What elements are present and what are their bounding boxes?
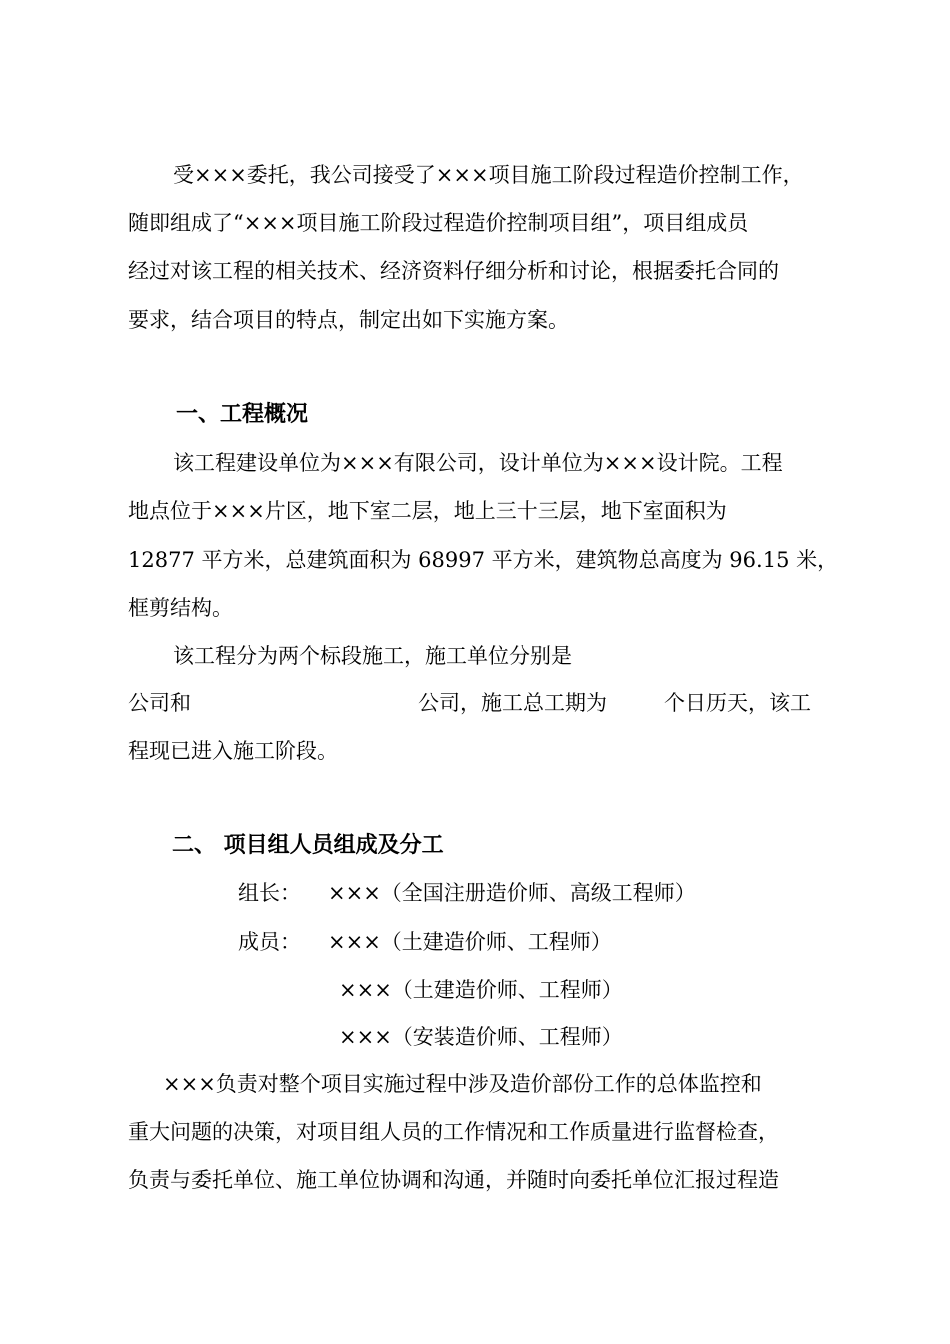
contractor-line-3: 程现已进入施工阶段。 — [128, 739, 338, 763]
overview-line-1: 该工程建设单位为×××有限公司，设计单位为×××设计院。工程 — [173, 451, 783, 475]
members-label: 成员： — [238, 930, 301, 954]
duty-line-2: 重大问题的决策，对项目组人员的工作情况和工作质量进行监督检查， — [128, 1120, 779, 1144]
member-item-2: ×××（土建造价师、工程师） — [339, 978, 623, 1002]
contractor-line-2a: 公司和 — [128, 691, 191, 715]
overview-line-2: 地点位于×××片区，地下室二层，地上三十三层，地下室面积为 — [128, 499, 727, 523]
leader-label: 组长： — [238, 881, 301, 905]
contractor-line-2c: 个日历天，该工 — [664, 691, 811, 715]
overview-line-4: 框剪结构。 — [128, 596, 233, 620]
intro-line-3: 经过对该工程的相关技术、经济资料仔细分析和讨论，根据委托合同的 — [128, 259, 779, 283]
duty-line-3: 负责与委托单位、施工单位协调和沟通，并随时向委托单位汇报过程造 — [128, 1168, 779, 1192]
intro-line-4: 要求，结合项目的特点，制定出如下实施方案。 — [128, 308, 569, 332]
leader-value: ×××（全国注册造价师、高级工程师） — [328, 881, 696, 905]
duty-line-1: ×××负责对整个项目实施过程中涉及造价部份工作的总体监控和 — [163, 1072, 762, 1096]
overview-line-3: 12877 平方米，总建筑面积为 68997 平方米，建筑物总高度为 96.15 米， — [128, 548, 839, 572]
intro-line-2: 随即组成了“×××项目施工阶段过程造价控制项目组”，项目组成员 — [128, 211, 749, 235]
contractor-line-1: 该工程分为两个标段施工，施工单位分别是 — [173, 644, 572, 668]
member-item-1: ×××（土建造价师、工程师） — [328, 930, 612, 954]
intro-line-1: 受×××委托，我公司接受了×××项目施工阶段过程造价控制工作， — [173, 163, 804, 187]
member-item-3: ×××（安装造价师、工程师） — [339, 1025, 623, 1049]
contractor-line-2b: 公司，施工总工期为 — [418, 691, 607, 715]
section-heading-team: 二、 项目组人员组成及分工 — [172, 833, 444, 858]
section-heading-overview: 一、工程概况 — [176, 402, 309, 427]
